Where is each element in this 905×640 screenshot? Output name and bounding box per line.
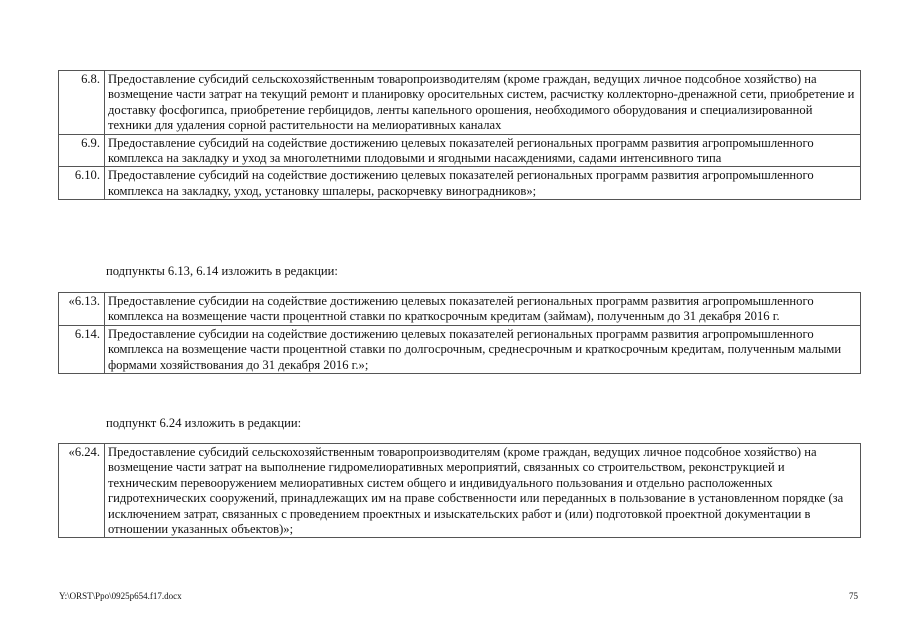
item-number: 6.8. — [59, 71, 105, 135]
table-row — [59, 444, 861, 538]
table-row — [59, 325, 861, 373]
item-text: Предоставление субсидий сельскохозяйственным товаропроизводителям (кроме граждан, ведущих личное подсобное хозяйство) на возмещение части затрат на текущий ремонт и планировку оросительных систем, расчистку коллекторно-дренажной сети, приобретение и доставку фосфогипса, приобретение гербицидов, ленты капельного орошения, необходимого оборудования и специализированной техники для удаления сорной растительности на мелиоративных каналах — [105, 71, 861, 135]
table-section-6-8-to-6-10 — [58, 70, 861, 200]
item-number: «6.13. — [59, 293, 105, 326]
item-text: Предоставление субсидий сельскохозяйственным товаропроизводителям (кроме граждан, ведущих личное подсобное хозяйство) на возмещение части затрат на выполнение гидромелиоративных мероприятий, связанных со строительством, реконструкцией и техническим перевооружением мелиоративных систем общего и индивидуального пользования и отдельно расположенных гидротехнических сооружений, принадлежащих им на праве собственности или переданных в пользование в установленном порядке (за исключением затрат, связанных с проведением проектных и изыскательских работ и (или) подготовкой проектной документации в отношении указанных объектов)»; — [105, 444, 861, 538]
table-section-6-24 — [58, 443, 861, 538]
table-section-6-13-to-6-14 — [58, 292, 861, 374]
table-row — [59, 293, 861, 326]
item-text: Предоставление субсидии на содействие достижению целевых показателей региональных программ развития агропромышленного комплекса на возмещение части процентной ставки по долгосрочным, среднесрочным и краткосрочным кредитам, полученным малыми формами хозяйствования до 31 декабря 2016 г.»; — [105, 325, 861, 373]
footer-file-path: Y:\ORST\Ppo\0925p654.f17.docx — [59, 591, 182, 601]
instruction-paragraph: подпункты 6.13, 6.14 изложить в редакции: — [106, 264, 338, 278]
item-text: Предоставление субсидии на содействие достижению целевых показателей региональных программ развития агропромышленного комплекса на возмещение части процентной ставки по краткосрочным кредитам (займам), полученным до 31 декабря 2016 г. — [105, 293, 861, 326]
item-number: «6.24. — [59, 444, 105, 538]
table-row — [59, 71, 861, 135]
item-text: Предоставление субсидий на содействие достижению целевых показателей региональных программ развития агропромышленного комплекса на закладку и уход за многолетними плодовыми и ягодными насаждениями, садами интенсивного типа — [105, 134, 861, 167]
footer-page-number: 75 — [849, 591, 858, 601]
item-number: 6.10. — [59, 167, 105, 200]
instruction-paragraph: подпункт 6.24 изложить в редакции: — [106, 416, 302, 430]
table-row — [59, 134, 861, 167]
item-number: 6.9. — [59, 134, 105, 167]
item-text: Предоставление субсидий на содействие достижению целевых показателей региональных программ развития агропромышленного комплекса на закладку, уход, установку шпалеры, раскорчевку виноградников»; — [105, 167, 861, 200]
table-row — [59, 167, 861, 200]
item-number: 6.14. — [59, 325, 105, 373]
